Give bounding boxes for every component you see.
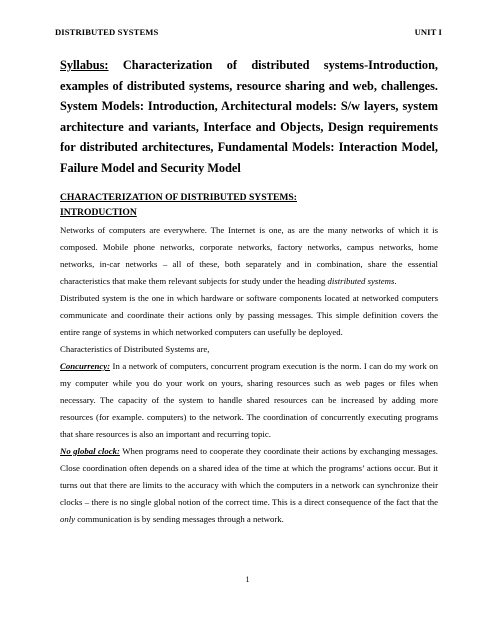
header-course-title: DISTRIBUTED SYSTEMS: [55, 27, 159, 37]
header-unit-label: UNIT I: [414, 27, 442, 37]
paragraph-definition: Distributed system is the one in which hardware or software components located at networked computers communicate and coordinate their actions only by passing messages. This simple definition covers the entire range of systems in which networked computers can usefully be deployed.: [60, 293, 438, 337]
paragraph-networks-text: Networks of computers are everywhere. The Internet is one, as are the many networks of which it is composed. Mobile phone networks, corporate networks, factory networks, campus networks, home networks, in-car networks – all of these, both separately and in combination, share the essential characteristics that make them relevant subjects for study under the heading: [60, 225, 438, 286]
distributed-systems-emphasis: distributed systems: [327, 276, 395, 286]
no-global-clock-label: No global clock:: [60, 446, 120, 456]
only-emphasis: only: [60, 514, 76, 524]
body-text: [60, 222, 438, 528]
syllabus-label: Syllabus:: [60, 58, 109, 72]
page-number: 1: [245, 575, 250, 584]
concurrency-label: Concurrency:: [60, 361, 111, 371]
paragraph-networks: [60, 222, 438, 290]
no-global-clock-text-2: communication is by sending messages through a network.: [75, 514, 284, 524]
syllabus-block: [60, 55, 438, 179]
paragraph-concurrency: [60, 358, 438, 443]
paragraph-networks-end: .: [394, 276, 397, 286]
concurrency-text: In a network of computers, concurrent program execution is the norm. I can do my work on my computer while you do your work on yours, sharing resources such as web pages or files when necessary. The capacity of the system to handle shared resources can be increased by adding more resources (for example. computers) to the network. The coordination of concurrently executing programs that share resources is also an important and recurring topic.: [60, 361, 438, 439]
paragraph-characteristics-intro: Characteristics of Distributed Systems are,: [60, 344, 210, 354]
syllabus-text: Characterization of distributed systems-Introduction, examples of distributed systems, resource sharing and web, challenges. System Models: Introduction, Architectural models: S/w layers, system architecture and variants, Interface and Objects, Design requirements for distributed architectures, Fundamental Models: Interaction Model, Failure Model and Security Model: [60, 58, 438, 175]
page-header: [55, 27, 442, 37]
paragraph-no-global-clock: [60, 443, 438, 528]
no-global-clock-text-1: When programs need to cooperate they coordinate their actions by exchanging messages. Close coordination often depends on a shared idea of the time at which the programs’ actions occur. But it turns out that there are limits to the accuracy with which the computers in a network can synchronize their clocks – there is no single global notion of the correct time. This is a direct consequence of the fact that the: [60, 446, 438, 507]
heading-introduction: INTRODUCTION: [60, 207, 137, 218]
heading-characterization: CHARACTERIZATION OF DISTRIBUTED SYSTEMS:: [60, 192, 297, 203]
